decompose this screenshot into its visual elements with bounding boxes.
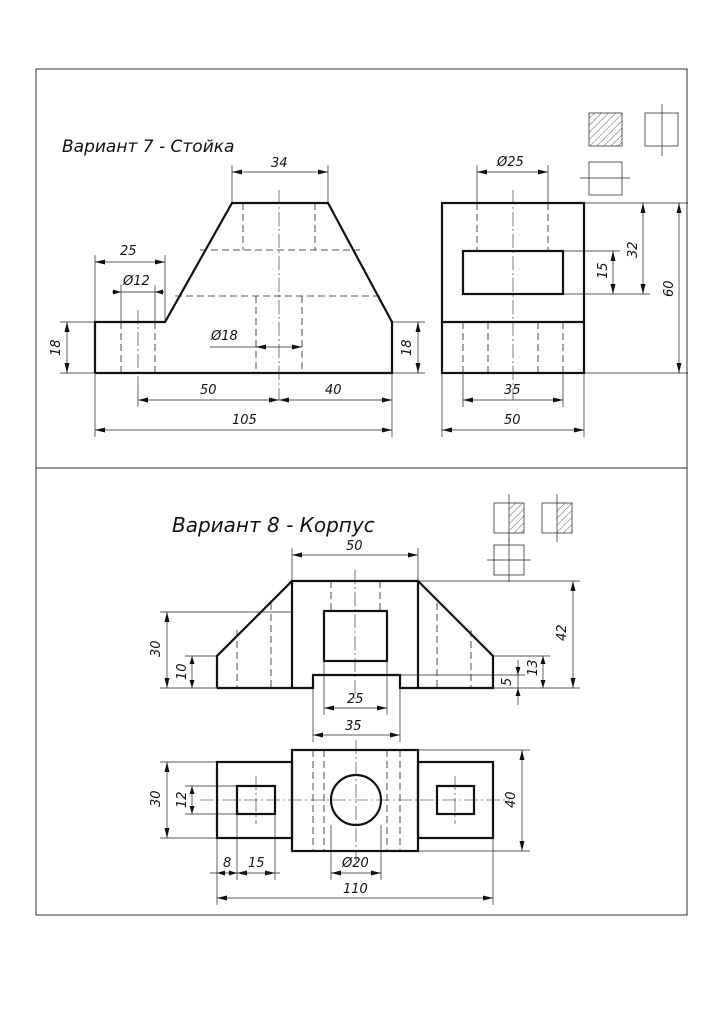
variant7-dim-right-height: 18 [400,339,415,356]
variant8-dim-plan-hole-width: 15 [248,856,265,871]
variant7-dim-top-width: 34 [271,156,288,171]
variant8-dim-overall-length: 110 [343,882,368,897]
variant8-dim-plan-hole-height: 12 [175,791,190,808]
variant8-plan-view [200,740,510,862]
variant8-dim-base-step: 5 [500,677,515,686]
sheet-frame [36,69,687,915]
variant7-dim-overall-length: 105 [232,413,257,428]
variant7-dim-overall-height: 60 [662,280,677,297]
variant7-side-view [442,190,584,400]
variant7-dim-left-height: 18 [49,339,64,356]
variant8-dim-plan-hole-offset: 8 [223,856,232,871]
variant8-dim-plan-height: 30 [149,790,164,807]
variant8-dim-overall-height: 42 [555,624,570,641]
variant8-front-view [217,570,493,700]
variant8-dim-left-height: 30 [149,640,164,657]
variant7-dim-side-inner: 35 [504,383,521,398]
variant8-dim-plan-depth: 40 [504,791,519,808]
variant7-dim-left-to-axis: 50 [200,383,217,398]
variant8-dim-base-height: 10 [175,663,190,680]
variant7-dim-left-step: 25 [120,244,137,259]
variant7-dim-side-hole: Ø25 [497,155,524,170]
variant8-dim-step-height: 13 [526,659,541,676]
variant7-dim-bore: Ø18 [211,329,238,344]
variant7-title: Вариант 7 - Стойка [62,137,235,157]
variant7-dim-window-height: 15 [596,262,611,279]
variant7-view-symbols [580,104,678,195]
variant8-dim-slot-width: 25 [347,692,364,707]
variant7-dim-side-width: 50 [504,413,521,428]
variant7-dim-small-hole: Ø12 [123,274,150,289]
variant8-dim-boss-width: 35 [345,719,362,734]
variant7-dim-window-pos: 32 [626,241,641,258]
variant8-view-symbols [487,494,572,582]
variant8-dim-plan-bore: Ø20 [342,856,369,871]
variant8-dim-top-width: 50 [346,539,363,554]
variant8-title: Вариант 8 - Корпус [172,513,375,537]
variant7-front-view [95,190,392,400]
variant8-section [149,494,580,905]
variant7-section [49,104,688,437]
variant7-dim-axis-to-right: 40 [325,383,342,398]
